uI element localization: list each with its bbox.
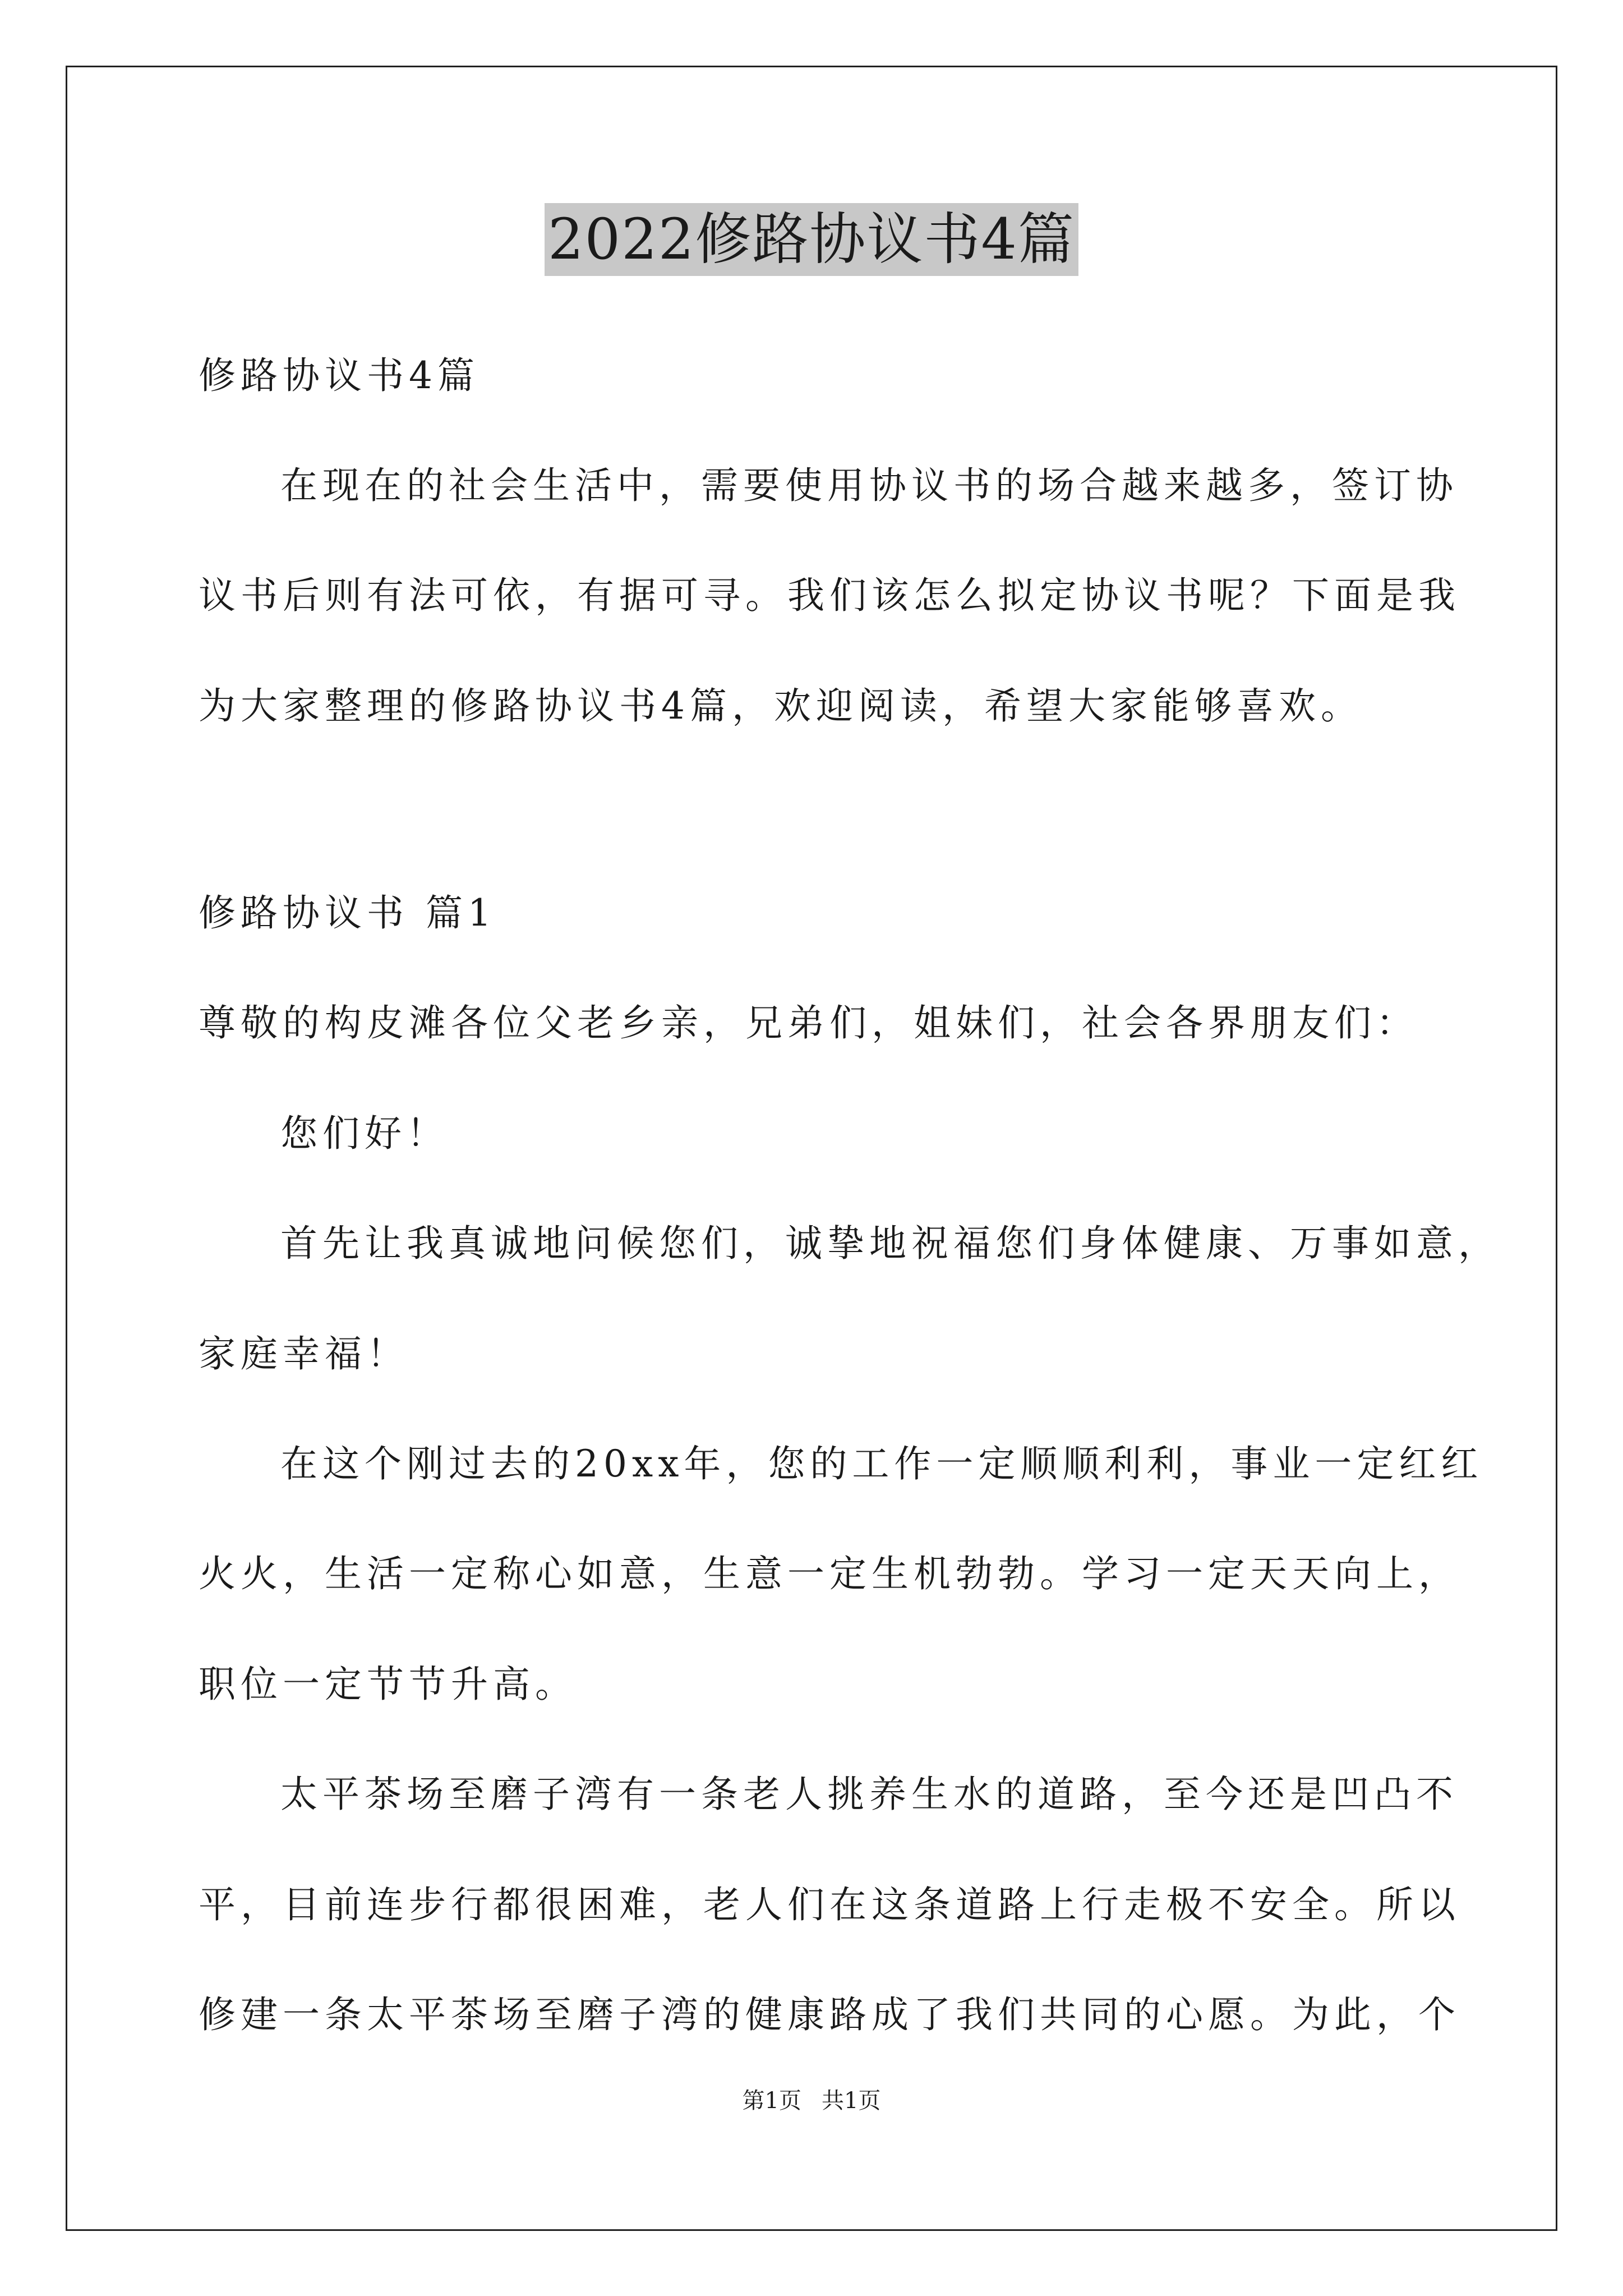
para1-line-1: 首先让我真诚地问候您们，诚挚地祝福您们身体健康、万事如意， <box>280 1222 1500 1265</box>
intro-line-2: 议书后则有法可依，有据可寻。我们该怎么拟定协议书呢？下面是我 <box>199 574 1460 617</box>
intro-line-1: 在现在的社会生活中，需要使用协议书的场合越来越多，签订协 <box>280 464 1458 507</box>
document-title: 2022修路协议书4篇 <box>545 203 1078 276</box>
para2-line-1: 在这个刚过去的20xx年，您的工作一定顺顺利利，事业一定红红 <box>280 1442 1483 1485</box>
greeting: 您们好！ <box>280 1112 449 1155</box>
title-container <box>0 203 1623 276</box>
intro-line-3: 为大家整理的修路协议书4篇，欢迎阅读，希望大家能够喜欢。 <box>199 684 1363 728</box>
page-number: 第1页 <box>742 2088 801 2114</box>
para3-line-2: 平，目前连步行都很困难，老人们在这条道路上行走极不安全。所以 <box>199 1883 1460 1926</box>
para3-line-3: 修建一条太平茶场至磨子湾的健康路成了我们共同的心愿。为此，个 <box>199 1993 1460 2036</box>
section-heading: 修路协议书 篇1 <box>199 891 496 935</box>
para2-line-2: 火火，生活一定称心如意，生意一定生机勃勃。学习一定天天向上， <box>199 1552 1460 1595</box>
para2-line-3: 职位一定节节升高。 <box>199 1663 577 1706</box>
para3-line-1: 太平茶场至磨子湾有一条老人挑养生水的道路，至今还是凹凸不 <box>280 1773 1458 1816</box>
salutation: 尊敬的构皮滩各位父老乡亲，兄弟们，姐妹们，社会各界朋友们： <box>199 1001 1418 1045</box>
page-count: 共1页 <box>822 2088 881 2114</box>
page-footer <box>0 2087 1623 2115</box>
subtitle: 修路协议书4篇 <box>199 354 479 397</box>
para1-line-2: 家庭幸福！ <box>199 1332 409 1375</box>
